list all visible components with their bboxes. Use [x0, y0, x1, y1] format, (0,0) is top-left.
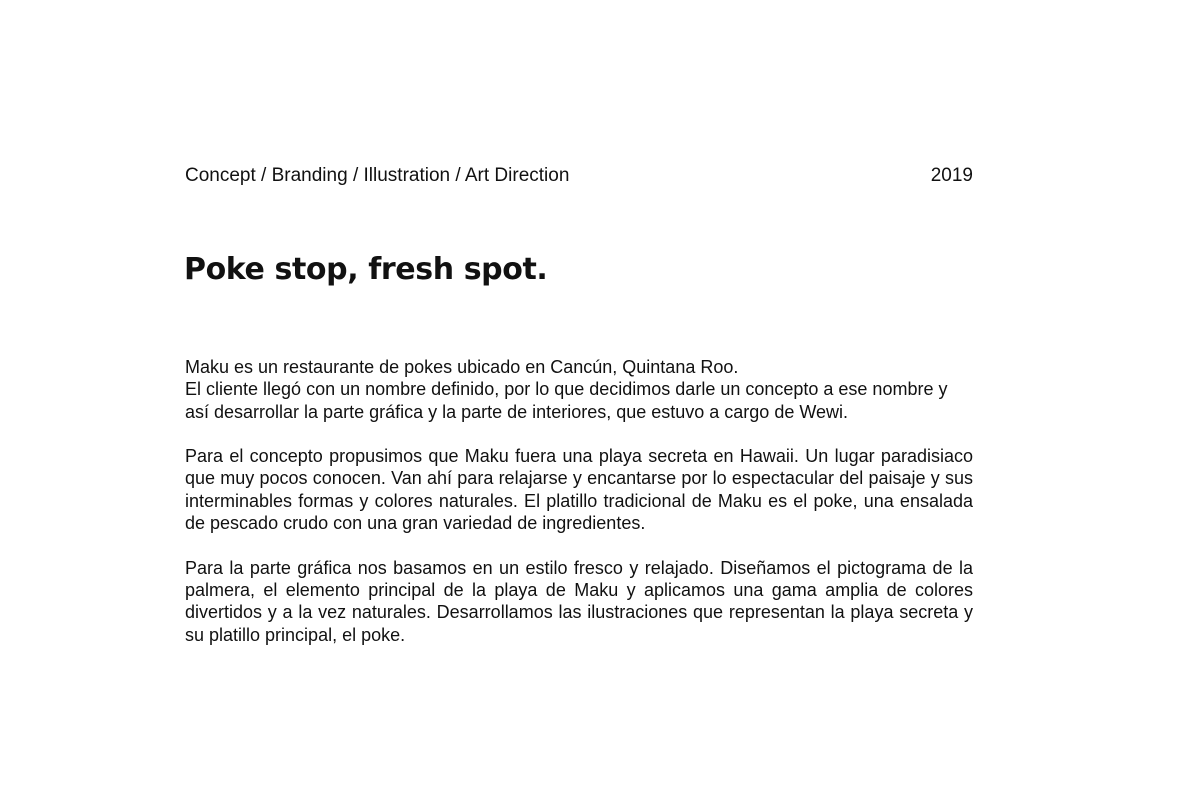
- project-title: Poke stop, fresh spot.: [184, 252, 548, 287]
- project-description: [185, 356, 973, 668]
- concept-paragraph: Para el concepto propusimos que Maku fuera una playa secreta en Hawaii. Un lugar paradisiaco que muy pocos conocen. Van ahí para relajarse y encantarse por lo espectacular del paisaje y sus interminables formas y colores naturales. El platillo tradicional de Maku es el poke, una ensalada de pescado crudo con una gran variedad de ingredientes.: [185, 446, 973, 534]
- intro-line-1: Maku es un restaurante de pokes ubicado en Cancún, Quintana Roo.: [185, 357, 739, 377]
- project-year: 2019: [930, 165, 973, 186]
- project-categories: Concept / Branding / Illustration / Art Direction: [185, 165, 570, 186]
- graphic-paragraph: Para la parte gráfica nos basamos en un estilo fresco y relajado. Diseñamos el pictograma de la palmera, el elemento principal de la playa de Maku y aplicamos una gama amplia de colores divertidos y a la vez naturales. Desarrollamos las ilustraciones que representan la playa secreta y su platillo principal, el poke.: [185, 557, 973, 645]
- intro-line-2: El cliente llegó con un nombre definido, por lo que decidimos darle un concepto a ese nombre y así desarrollar la parte gráfica y la parte de interiores, que estuvo a cargo de Wewi.: [185, 379, 948, 422]
- intro-paragraph: [185, 356, 973, 423]
- project-meta: [185, 164, 973, 188]
